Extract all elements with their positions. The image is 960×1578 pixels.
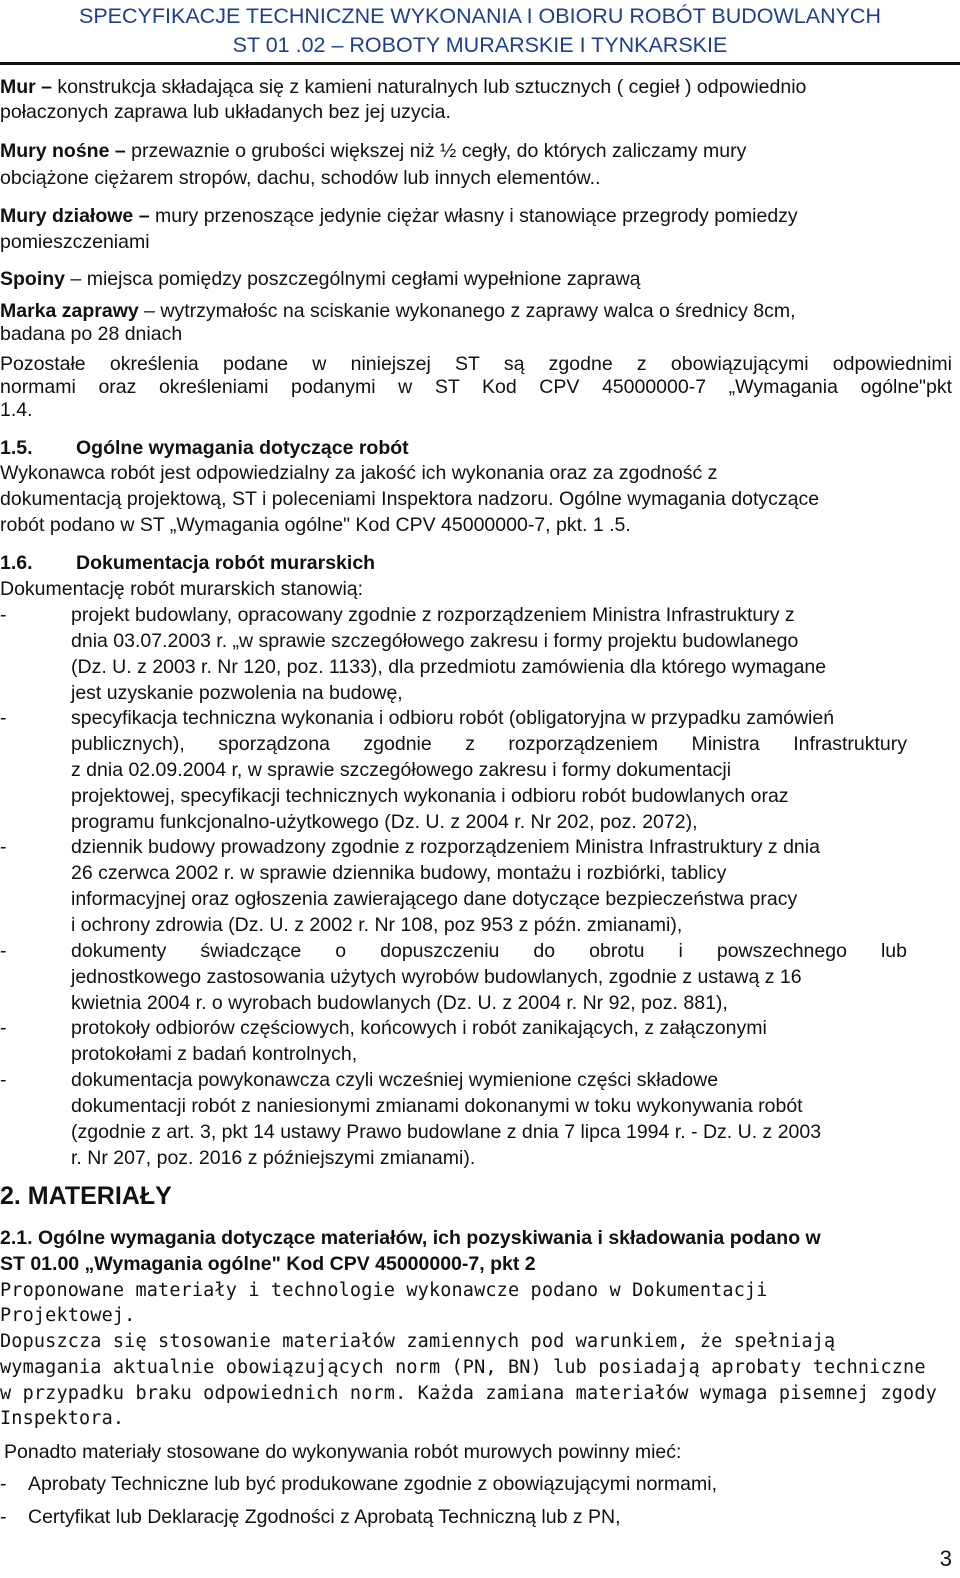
section-2-1-l2: ST 01.00 „Wymagania ogólne" Kod CPV 45000000-7, pkt 2: [0, 1253, 536, 1275]
list-item-3-l4: i ochrony zdrowia (Dz. U. z 2002 r. Nr 108, poz 953 z późn. zmianami),: [71, 914, 683, 936]
section-1-5-l1: Wykonawca robót jest odpowiedzialny za jakość ich wykonania oraz za zgodność z: [0, 462, 718, 484]
list-item-6-l4: r. Nr 207, poz. 2016 z późniejszymi zmianami).: [71, 1147, 476, 1169]
section-2-1-l1: 2.1. Ogólne wymagania dotyczące materiałów, ich pozyskiwania i składowania podano w: [0, 1227, 821, 1249]
materials-bullet-1: Aprobaty Techniczne lub być produkowane zgodnie z obowiązującymi normami,: [28, 1473, 718, 1495]
list-item-6-l3: (zgodnie z art. 3, pkt 14 ustawy Prawo budowlane z dnia 7 lipca 1994 r. - Dz. U. z 2003: [71, 1121, 822, 1143]
section-1-5-l2: dokumentacją projektową, ST i poleceniami Inspektora nadzoru. Ogólne wymagania dotyczące: [0, 488, 820, 510]
materials-p2-l2: wymagania aktualnie obowiązujących norm (PN, BN) lub posiadają aprobaty techniczne: [0, 1357, 926, 1378]
def-dzialowe: Mury działowe – mury przenoszące jedynie ciężar własny i stanowiące przegrody pomiedzy: [0, 205, 798, 227]
list-item-2-l4: projektowej, specyfikacji technicznych wykonania i odbioru robót budowlanych oraz: [71, 785, 789, 807]
def-pozostale-1: Pozostałe określenia podane w niniejszej ST są zgodne z obowiązującymi odpowiednimi: [0, 353, 952, 375]
list-item-6-l2: dokumentacji robót z naniesionymi zmianami dokonanymi w toku wykonywania robót: [71, 1095, 803, 1117]
materials-p2-l1: Dopuszcza się stosowanie materiałów zamiennych pod warunkiem, że spełniają: [0, 1331, 836, 1352]
list-item-3-l1: dziennik budowy prowadzony zgodnie z rozporządzeniem Ministra Infrastruktury z dnia: [71, 836, 820, 858]
list-item-1-l2: dnia 03.07.2003 r. „w sprawie szczegółowego zakresu i formy projektu budowlanego: [71, 630, 799, 652]
list-item-5-l1: protokoły odbiorów częściowych, końcowych i robót zanikających, z załączonymi: [71, 1017, 767, 1039]
def-pozostale-2: normami oraz określeniami podanymi w ST Kod CPV 45000000-7 „Wymagania ogólne"pkt: [0, 376, 952, 398]
materials-p1-l1: Proponowane materiały i technologie wykonawcze podano w Dokumentacji: [0, 1280, 768, 1301]
section-1-6-intro: Dokumentację robót murarskich stanowią:: [0, 578, 364, 600]
list-item-5-l2: protokołami z badań kontrolnych,: [71, 1043, 358, 1065]
header-rule: [0, 62, 960, 65]
list-item-6-l1: dokumentacja powykonawcza czyli wcześniej wymienione części składowe: [71, 1069, 719, 1091]
materials-p3: Ponadto materiały stosowane do wykonywania robót murowych powinny mieć:: [4, 1441, 682, 1463]
def-nosne-cont: obciążone ciężarem stropów, dachu, schodów lub innych elementów..: [0, 167, 601, 189]
list-dash: -: [0, 940, 7, 962]
list-item-4-l3: kwietnia 2004 r. o wyrobach budowlanych (Dz. U. z 2004 r. Nr 92, poz. 881),: [71, 992, 728, 1014]
list-item-2-l1: specyfikacja techniczna wykonania i odbioru robót (obligatoryjna w przypadku zamówień: [71, 707, 835, 729]
list-item-3-l3: informacyjnej oraz ogłoszenia zawierającego dane dotyczące bezpieczeństwa pracy: [71, 888, 798, 910]
list-item-1-l4: jest uzyskanie pozwolenia na budowę,: [71, 682, 403, 704]
materials-p2-l4: Inspektora.: [0, 1408, 125, 1429]
list-item-2-l3: z dnia 02.09.2004 r, w sprawie szczegółowego zakresu i formy dokumentacji: [71, 759, 732, 781]
section-1-6-heading: 1.6. Dokumentacja robót murarskich: [0, 552, 376, 574]
def-mur-cont: połaczonych zaprawa lub układanych bez jej uzycia.: [0, 101, 451, 123]
def-nosne: Mury nośne – przewaznie o grubości większej niż ½ cegły, do których zaliczamy mury: [0, 140, 747, 162]
section-1-5-heading: 1.5. Ogólne wymagania dotyczące robót: [0, 437, 409, 459]
list-item-1-l3: (Dz. U. z 2003 r. Nr 120, poz. 1133), dla przedmiotu zamówienia dla którego wymagane: [71, 656, 827, 678]
header-title: SPECYFIKACJE TECHNICZNE WYKONANIA I OBIORU ROBÓT BUDOWLANYCH: [79, 4, 881, 28]
def-marka-cont: badana po 28 dniach: [0, 323, 183, 345]
list-dash: -: [0, 604, 7, 626]
def-pozostale-3: 1.4.: [0, 399, 33, 421]
list-item-3-l2: 26 czerwca 2002 r. w sprawie dziennika budowy, montażu i rozbiórki, tablicy: [71, 862, 727, 884]
materials-bullet-2: Certyfikat lub Deklarację Zgodności z Aprobatą Techniczną lub z PN,: [28, 1506, 621, 1528]
page-number: 3: [939, 1546, 952, 1571]
list-item-2-l2: publicznych), sporządzona zgodnie z rozporządzeniem Ministra Infrastruktury: [71, 733, 907, 755]
list-dash: -: [0, 707, 7, 729]
materials-p2-l3: w przypadku braku odpowiednich norm. Każda zamiana materiałów wymaga pisemnej zgody: [0, 1383, 937, 1404]
section-2-heading: 2. MATERIAŁY: [0, 1182, 172, 1210]
list-dash: -: [0, 1017, 7, 1039]
section-1-5-l3: robót podano w ST „Wymagania ogólne" Kod CPV 45000000-7, pkt. 1 .5.: [0, 514, 631, 536]
list-dash: -: [0, 836, 7, 858]
list-item-1-l1: projekt budowlany, opracowany zgodnie z rozporządzeniem Ministra Infrastruktury z: [71, 604, 795, 626]
def-marka: Marka zaprawy – wytrzymałośc na sciskanie wykonanego z zaprawy walca o średnicy 8cm,: [0, 300, 796, 322]
def-mur: Mur – konstrukcja składająca się z kamieni naturalnych lub sztucznych ( cegieł ) odpowiednio: [0, 76, 807, 98]
materials-p1-l2: Projektowej.: [0, 1305, 136, 1326]
list-dash: -: [0, 1069, 7, 1091]
list-dash: -: [0, 1473, 7, 1495]
list-item-2-l5: programu funkcjonalno-użytkowego (Dz. U. z 2004 r. Nr 202, poz. 2072),: [71, 811, 698, 833]
list-dash: -: [0, 1506, 7, 1528]
header-subtitle: ST 01 .02 – ROBOTY MURARSKIE I TYNKARSKIE: [232, 33, 728, 57]
list-item-4-l2: jednostkowego zastosowania użytych wyrobów budowlanych, zgodnie z ustawą z 16: [71, 966, 802, 988]
def-spoiny: Spoiny – miejsca pomiędzy poszczególnymi cegłami wypełnione zaprawą: [0, 268, 641, 290]
def-dzialowe-cont: pomieszczeniami: [0, 231, 150, 253]
list-item-4-l1: dokumenty świadczące o dopuszczeniu do obrotu i powszechnego lub: [71, 940, 907, 962]
